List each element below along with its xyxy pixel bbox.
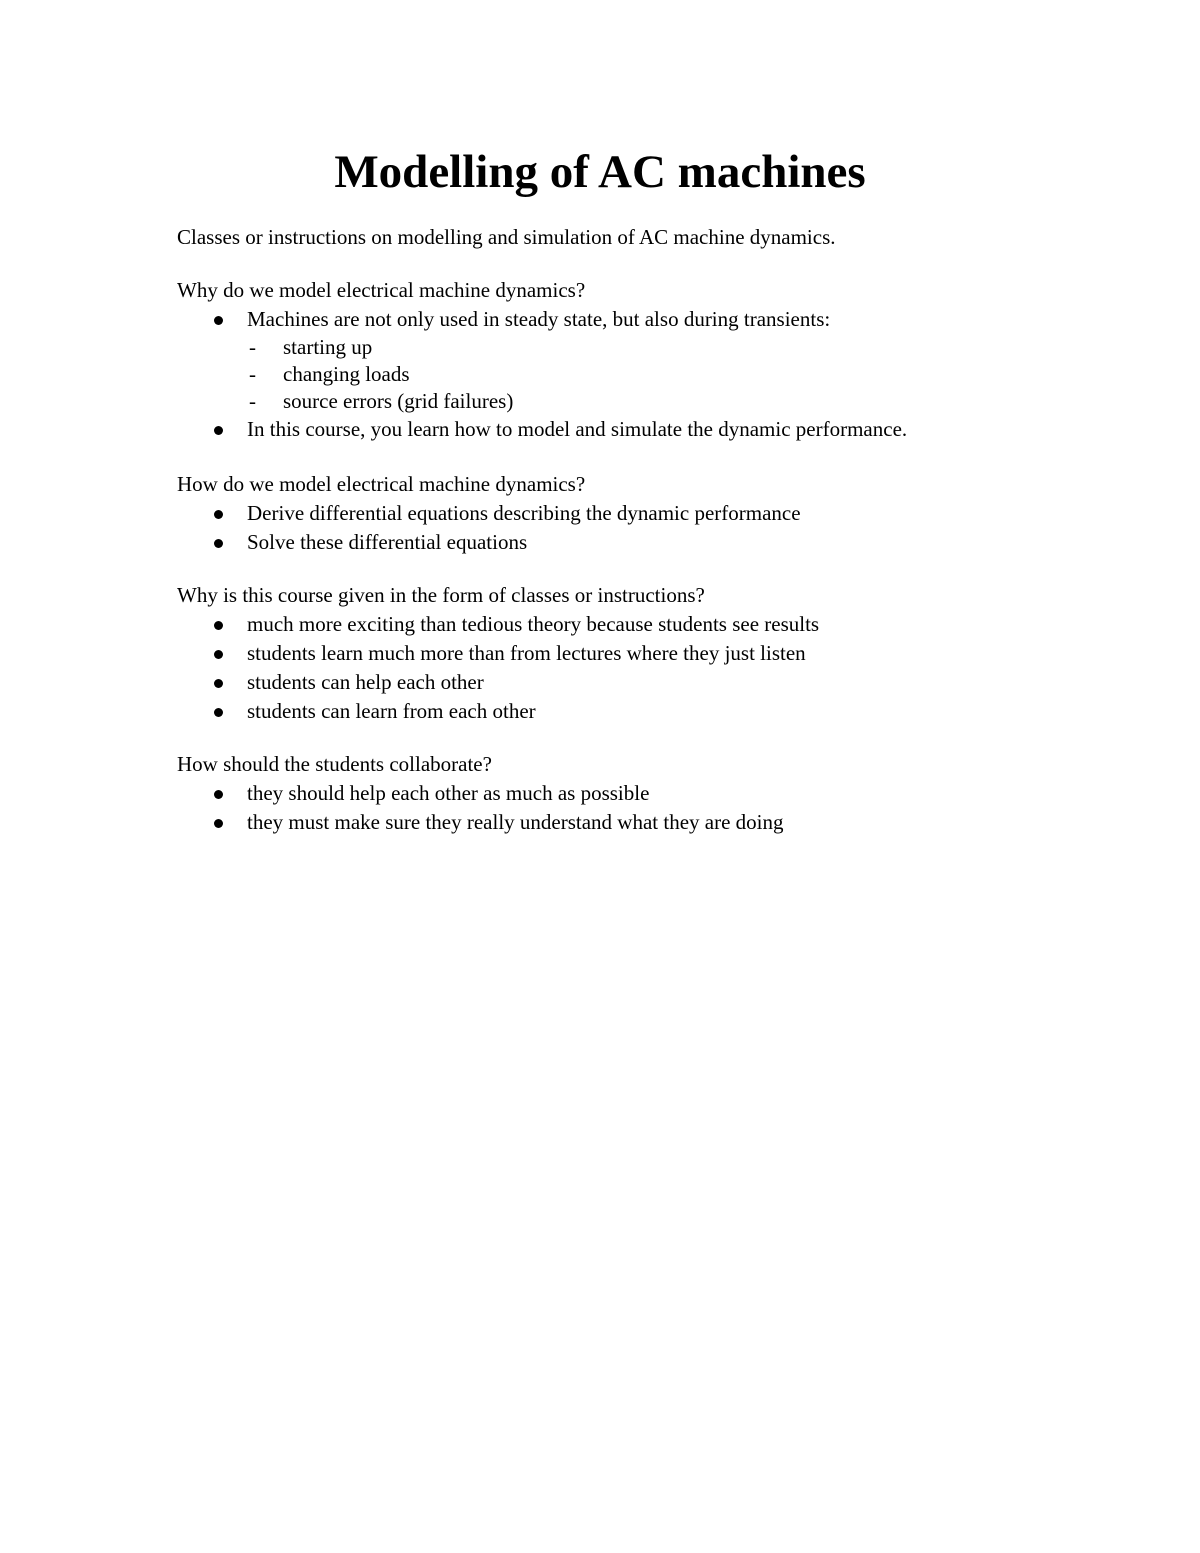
bullet-text: In this course, you learn how to model and simulate the dynamic performance. xyxy=(247,417,908,441)
bullet-list xyxy=(177,499,801,557)
section-why-classes xyxy=(177,581,819,726)
bullet-item xyxy=(177,697,819,726)
bullet-item xyxy=(177,668,819,697)
dash-icon: - xyxy=(249,362,256,386)
bullet-text: Machines are not only used in steady state, but also during transients: xyxy=(247,307,831,331)
bullet-item xyxy=(177,779,784,808)
bullet-item xyxy=(177,305,907,415)
bullet-icon xyxy=(214,621,223,630)
section-why-model xyxy=(177,276,907,444)
bullet-text: Derive differential equations describing the dynamic performance xyxy=(247,501,801,525)
bullet-text: Solve these differential equations xyxy=(247,530,528,554)
section-question: How do we model electrical machine dynamics? xyxy=(177,472,586,496)
intro-paragraph: Classes or instructions on modelling and simulation of AC machine dynamics. xyxy=(177,225,836,249)
dash-text: starting up xyxy=(283,335,373,359)
bullet-icon xyxy=(214,539,223,548)
bullet-list xyxy=(177,779,784,837)
bullet-text: much more exciting than tedious theory because students see results xyxy=(247,612,820,636)
dash-item xyxy=(247,334,907,361)
bullet-text: students can learn from each other xyxy=(247,699,536,723)
bullet-text: students can help each other xyxy=(247,670,484,694)
section-how-model xyxy=(177,470,801,557)
bullet-icon xyxy=(214,708,223,717)
bullet-icon xyxy=(214,426,223,435)
bullet-text: they should help each other as much as possible xyxy=(247,781,650,805)
bullet-item xyxy=(177,499,801,528)
bullet-icon xyxy=(214,650,223,659)
bullet-item xyxy=(177,528,801,557)
section-question: How should the students collaborate? xyxy=(177,752,492,776)
dash-icon: - xyxy=(249,335,256,359)
dash-list xyxy=(247,334,907,415)
bullet-text: students learn much more than from lectures where they just listen xyxy=(247,641,806,665)
section-question: Why is this course given in the form of classes or instructions? xyxy=(177,583,705,607)
section-collaborate xyxy=(177,750,784,837)
bullet-list xyxy=(177,610,819,726)
bullet-item xyxy=(177,415,907,444)
bullet-list xyxy=(177,305,907,444)
bullet-icon xyxy=(214,679,223,688)
dash-text: source errors (grid failures) xyxy=(283,389,514,413)
bullet-icon xyxy=(214,316,223,325)
bullet-text: they must make sure they really understand what they are doing xyxy=(247,810,784,834)
bullet-item xyxy=(177,808,784,837)
bullet-icon xyxy=(214,790,223,799)
bullet-item xyxy=(177,639,819,668)
document-title: Modelling of AC machines xyxy=(334,146,866,198)
bullet-item xyxy=(177,610,819,639)
dash-item xyxy=(247,361,907,388)
section-question: Why do we model electrical machine dynamics? xyxy=(177,278,586,302)
dash-icon: - xyxy=(249,389,256,413)
dash-item xyxy=(247,388,907,415)
dash-text: changing loads xyxy=(283,362,410,386)
bullet-icon xyxy=(214,510,223,519)
bullet-icon xyxy=(214,819,223,828)
